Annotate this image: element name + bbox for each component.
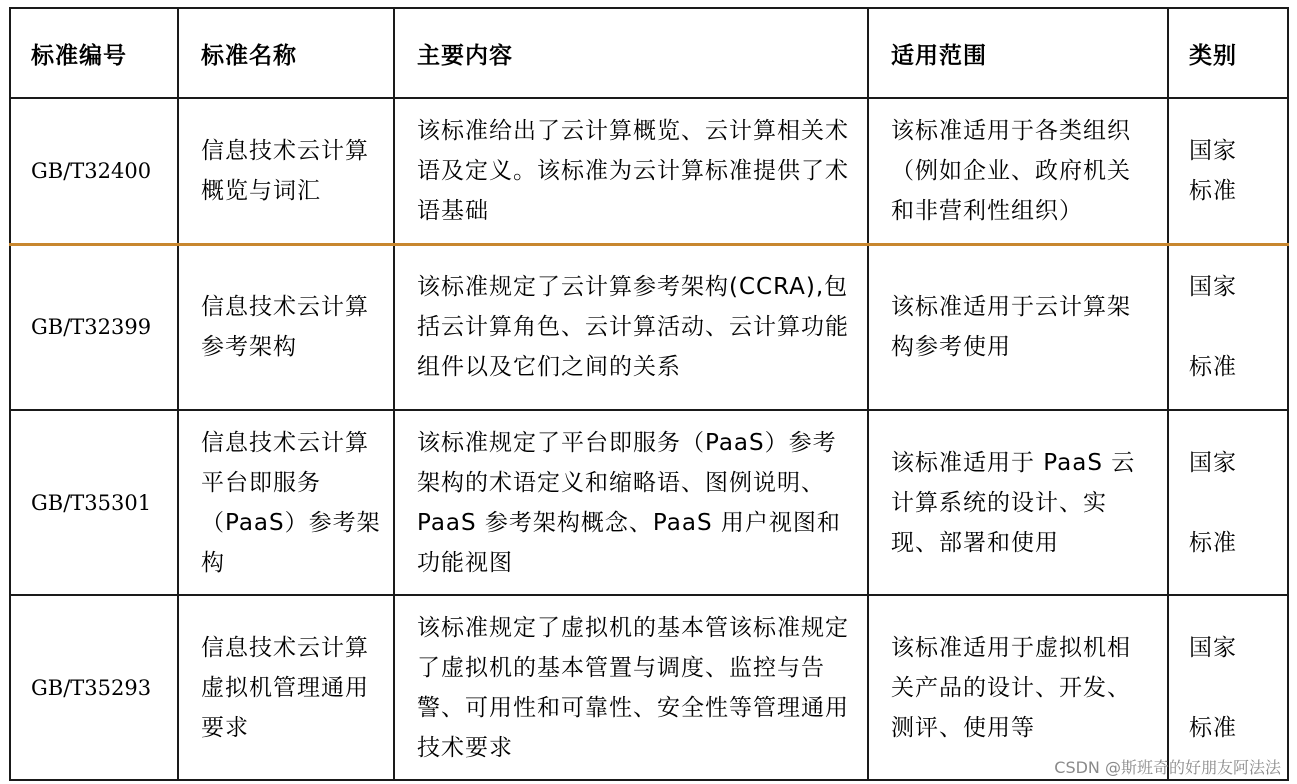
header-scope: 适用范围 — [868, 8, 1168, 98]
category-bottom: 标准 — [1189, 354, 1237, 381]
main-content: 该标准规定了云计算参考架构(CCRA),包括云计算角色、云计算活动、云计算功能组件以及它们之间的关系 — [394, 244, 868, 410]
csdn-watermark: CSDN @斯班奇的好朋友阿法法 — [1054, 758, 1281, 777]
standard-name: 信息技术云计算平台即服务（PaaS）参考架构 — [178, 410, 394, 595]
category-spacer — [1189, 483, 1277, 523]
table-row — [10, 595, 1288, 780]
category-bottom: 标准 — [1189, 529, 1237, 556]
scope: 该标准适用于各类组织（例如企业、政府机关和非营利性组织） — [868, 98, 1168, 244]
table-row — [10, 244, 1288, 410]
standard-name: 信息技术云计算概览与词汇 — [178, 98, 394, 244]
header-standard-code: 标准编号 — [10, 8, 178, 98]
main-content: 该标准规定了虚拟机的基本管该标准规定了虚拟机的基本管置与调度、监控与告警、可用性和可靠性、安全性等管理通用技术要求 — [394, 595, 868, 780]
standard-name: 信息技术云计算参考架构 — [178, 244, 394, 410]
category-bottom: 标准 — [1189, 714, 1237, 741]
standard-code: GB/T32399 — [10, 244, 178, 410]
header-category: 类别 — [1168, 8, 1288, 98]
category-top: 国家 — [1189, 274, 1237, 301]
standard-code: GB/T32400 — [10, 98, 178, 244]
category — [1168, 244, 1288, 410]
category-top: 国家 — [1189, 634, 1237, 661]
standard-name: 信息技术云计算虚拟机管理通用要求 — [178, 595, 394, 780]
scope: 该标准适用于 PaaS 云计算系统的设计、实现、部署和使用 — [868, 410, 1168, 595]
main-content: 该标准规定了平台即服务（PaaS）参考架构的术语定义和缩略语、图例说明、PaaS 参考架构概念、PaaS 用户视图和功能视图 — [394, 410, 868, 595]
standard-code: GB/T35301 — [10, 410, 178, 595]
category — [1168, 98, 1288, 244]
standards-table — [9, 7, 1289, 781]
category — [1168, 595, 1288, 780]
header-standard-name: 标准名称 — [178, 8, 394, 98]
category-top: 国家 — [1189, 449, 1237, 476]
category-spacer — [1189, 307, 1277, 347]
category-top: 国家 — [1189, 137, 1237, 164]
standard-code: GB/T35293 — [10, 595, 178, 780]
header-main-content: 主要内容 — [394, 8, 868, 98]
table-header-row — [10, 8, 1288, 98]
table-row — [10, 98, 1288, 244]
category — [1168, 410, 1288, 595]
category-bottom: 标准 — [1189, 177, 1237, 204]
scope: 该标准适用于虚拟机相关产品的设计、开发、测评、使用等 — [868, 595, 1168, 780]
table-row — [10, 410, 1288, 595]
main-content: 该标准给出了云计算概览、云计算相关术语及定义。该标准为云计算标准提供了术语基础 — [394, 98, 868, 244]
scope: 该标准适用于云计算架构参考使用 — [868, 244, 1168, 410]
category-spacer — [1189, 668, 1277, 708]
